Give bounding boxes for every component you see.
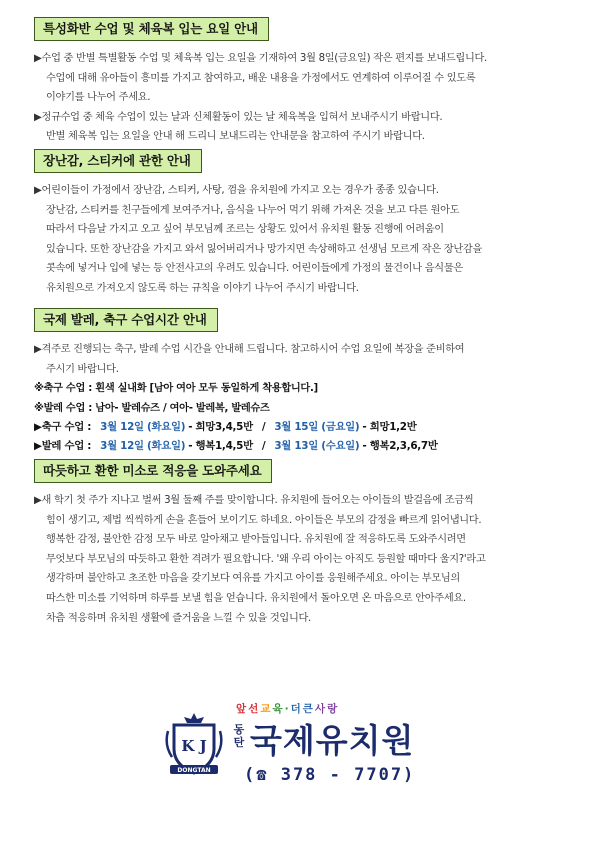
- text-line: 이야기를 나누어 주세요.: [46, 92, 151, 104]
- section-heading: 국제 발레, 축구 수업시간 안내: [34, 308, 218, 332]
- text-line: ▶수업 중 반별 특별활동 수업 및 체육복 입는 요일을 기재하여 3월 8일(금요일) 작은 편지를 보내드립니다.: [34, 53, 487, 64]
- text-line: 반별 체육복 입는 요일을 안내 해 드리니 보내드리는 안내문을 참고하여 주시기 바랍니다.: [46, 131, 425, 143]
- section-heading: 장난감, 스티커에 관한 안내: [34, 149, 202, 173]
- schedule-date: 3월 12일 (화요일): [100, 439, 186, 452]
- section-toys-stickers: [34, 149, 574, 299]
- section-uniform: [34, 17, 574, 147]
- text-line: 장난감, 스티커를 친구들에게 보여주거나, 음식을 나누어 먹기 위해 가져온 것을 보고 다른 원아도: [46, 204, 460, 216]
- text-line: ▶정규수업 중 체육 수업이 있는 날과 신체활동이 있는 날 체육복을 입혀서 보내주시기 바랍니다.: [34, 111, 443, 123]
- section-ballet-soccer: [34, 308, 574, 455]
- motto: 앞선교육·더큰사랑: [236, 703, 340, 715]
- section-body: [34, 181, 574, 299]
- class-schedule: [34, 418, 574, 455]
- note-line: ※축구 수업 : 흰색 실내화 [남아 여아 모두 동일하게 착용합니다.]: [34, 383, 318, 395]
- text-line: 주시기 바랍니다.: [46, 363, 119, 375]
- kindergarten-name: 국제유치원: [250, 721, 415, 760]
- section-adaptation: [34, 459, 574, 628]
- text-line: ▶격주로 진행되는 축구, 발레 수업 시간을 안내해 드립니다. 참고하시어 수업 요일에 복장을 준비하여: [34, 344, 465, 355]
- kindergarten-logo: [164, 701, 434, 801]
- text-line: 힘이 생기고, 제법 씩씩하게 손을 흔들어 보이기도 하네요. 아이들은 부모의 감정을 빠르게 읽어냅니다.: [46, 514, 482, 526]
- schedule-date: 3월 12일 (화요일): [100, 421, 186, 434]
- section-heading: 따듯하고 환한 미소로 적응을 도와주세요: [34, 459, 272, 483]
- text-line: 콧속에 넣거나 입에 넣는 등 안전사고의 우려도 있습니다. 어린이들에게 가정의 물건이나 음식물은: [46, 263, 463, 275]
- section-heading: 특성화반 수업 및 체육복 입는 요일 안내: [34, 17, 269, 41]
- schedule-row-soccer: ▶축구 수업 : 3월 12일 (화요일) - 희망3,4,5반 / 3월 15일 (금요일) - 희망1,2반: [34, 421, 417, 434]
- schedule-date: 3월 15일 (금요일): [274, 421, 360, 434]
- text-line: 무엇보다 부모님의 따듯하고 환한 격려가 필요합니다. '왜 우리 아이는 아직도 등원할 때마다 울지?'라고: [46, 553, 486, 565]
- section-body: [34, 49, 574, 147]
- text-line: 있습니다. 또한 장난감을 가지고 와서 잃어버리거나 망가지면 속상해하고 선생님 모르게 작은 장난감을: [46, 243, 482, 255]
- text-line: ▶어린이들이 가정에서 장난감, 스티커, 사탕, 껌을 유치원에 가지고 오는 경우가 종종 있습니다.: [34, 185, 439, 196]
- phone-number: (☎ 378 - 7707): [244, 765, 416, 785]
- section-body: [34, 340, 574, 418]
- text-line: 수업에 대해 유아들이 흥미를 가지고 참여하고, 배운 내용을 가정에서도 연계하여 이루어질 수 있도록: [46, 72, 476, 84]
- text-line: 행복한 감정, 불안한 감정 모두 바로 알아채고 받아들입니다. 유치원에 잘 적응하도록 도와주시려면: [46, 534, 466, 546]
- text-line: 유치원으로 가져오지 않도록 하는 규칙을 이야기 나누어 주시기 바랍니다.: [46, 282, 359, 294]
- text-line: 차츰 적응하며 유치원 생활에 즐거움을 느낄 수 있을 것입니다.: [46, 612, 311, 624]
- schedule-row-ballet: ▶발레 수업 : 3월 12일 (화요일) - 행복1,4,5반 / 3월 13일 (수요일) - 행복2,3,6,7반: [34, 439, 438, 452]
- section-body: [34, 491, 574, 628]
- note-line: ※발레 수업 : 남아- 발레슈즈 / 여아- 발레복, 발레슈즈: [34, 402, 270, 414]
- dongtan-label: 동 탄: [233, 723, 245, 749]
- text-line: 따스한 미소를 기억하며 하루를 보낼 힘을 얻습니다. 유치원에서 돌아오면 온 마음으로 안아주세요.: [46, 592, 466, 604]
- text-line: 따라서 다음날 가지고 오고 싶어 부모님께 조르는 상황도 있어서 유치원 활동 진행에 어려움이: [46, 224, 444, 236]
- crest-icon: [164, 709, 224, 779]
- text-line: 생각하며 불안하고 초조한 마음을 갖기보다 여유를 가지고 아이를 응원해주세요. 아이는 부모님의: [46, 573, 460, 585]
- emblem-letters: K J: [181, 737, 207, 755]
- emblem-ribbon: DONGTAN: [177, 767, 211, 774]
- schedule-date: 3월 13일 (수요일): [274, 439, 360, 452]
- text-line: ▶새 학기 첫 주가 지나고 벌써 3월 둘째 주를 맞이합니다. 유치원에 들어오는 아이들의 발걸음에 조금씩: [34, 495, 474, 506]
